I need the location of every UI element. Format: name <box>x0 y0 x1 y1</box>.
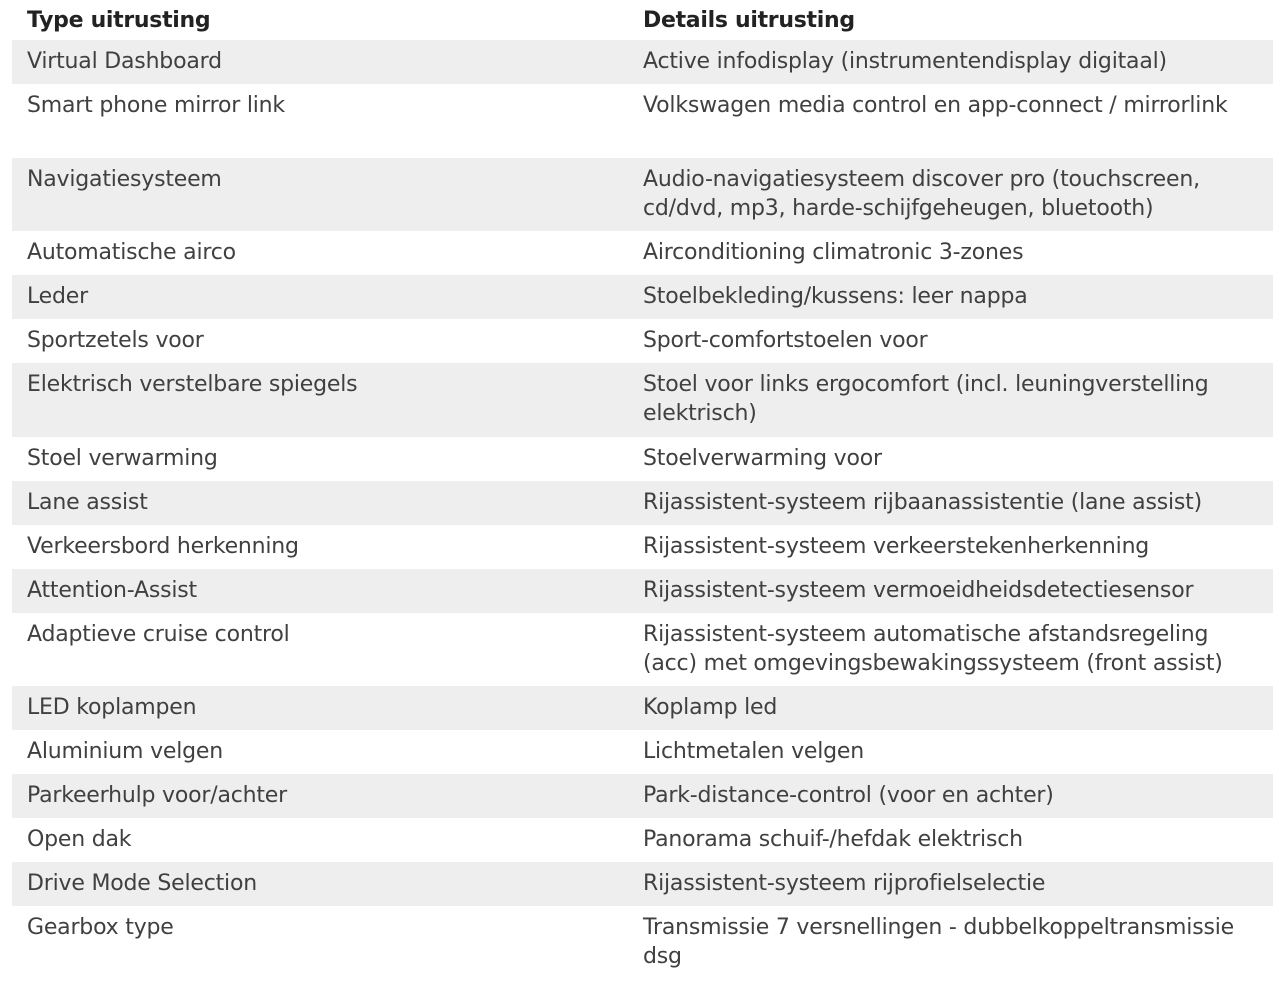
row-type: Gearbox type <box>27 915 174 940</box>
row-type: Elektrisch verstelbare spiegels <box>27 372 358 397</box>
table-row <box>12 862 1273 906</box>
row-type: Open dak <box>27 827 132 852</box>
table-header-row <box>12 0 1273 40</box>
row-details: Stoel voor links ergocomfort (incl. leuningverstelling elektrisch) <box>643 372 1209 426</box>
row-type: Drive Mode Selection <box>27 871 257 896</box>
row-type: Lane assist <box>27 489 148 515</box>
row-type: Parkeerhulp voor/achter <box>27 783 287 808</box>
row-type: Verkeersbord herkenning <box>27 533 299 559</box>
row-type: Virtual Dashboard <box>27 49 222 74</box>
table-row <box>12 818 1273 862</box>
row-details: Volkswagen media control en app-connect / mirrorlink <box>643 93 1228 118</box>
row-details: Rijassistent-systeem verkeerstekenherkenning <box>643 533 1150 559</box>
table-row <box>12 730 1273 774</box>
table-row <box>12 906 1273 980</box>
row-type: Leder <box>27 284 88 309</box>
row-type: Automatische airco <box>27 240 236 265</box>
row-type: Navigatiesysteem <box>27 166 222 192</box>
row-type: Stoel verwarming <box>27 445 218 471</box>
row-details: Rijassistent-systeem rijprofielselectie <box>643 871 1046 896</box>
table-row <box>12 686 1273 730</box>
table-row <box>12 613 1273 687</box>
row-details: Transmissie 7 versnellingen - dubbelkoppeltransmissie dsg <box>643 915 1234 969</box>
table-row <box>12 40 1273 84</box>
row-details: Rijassistent-systeem vermoeidheidsdetectiesensor <box>643 577 1194 603</box>
row-details: Stoelbekleding/kussens: leer nappa <box>643 284 1028 309</box>
table-row <box>12 481 1273 525</box>
row-details: Panorama schuif-/hefdak elektrisch <box>643 827 1023 852</box>
table-row <box>12 525 1273 569</box>
row-type: Attention-Assist <box>27 577 197 603</box>
table-row <box>12 774 1273 818</box>
row-details: Lichtmetalen velgen <box>643 739 865 764</box>
row-type: Adaptieve cruise control <box>27 621 290 647</box>
row-type: Smart phone mirror link <box>27 93 285 118</box>
table-row <box>12 231 1273 275</box>
table-row <box>12 569 1273 613</box>
table-row <box>12 363 1273 437</box>
table-row <box>12 437 1273 481</box>
row-details: Sport-comfortstoelen voor <box>643 328 928 353</box>
row-details: Stoelverwarming voor <box>643 445 882 471</box>
row-details: Koplamp led <box>643 695 778 720</box>
table-row <box>12 319 1273 363</box>
row-details: Audio-navigatiesysteem discover pro (touchscreen, cd/dvd, mp3, harde-schijfgeheugen, bluetooth) <box>643 166 1200 221</box>
row-details: Rijassistent-systeem automatische afstandsregeling (acc) met omgevingsbewakingssysteem (front assist) <box>643 621 1223 676</box>
table-row <box>12 158 1273 232</box>
row-details: Park-distance-control (voor en achter) <box>643 783 1054 808</box>
row-type: LED koplampen <box>27 695 197 720</box>
table-row <box>12 275 1273 319</box>
row-details: Rijassistent-systeem rijbaanassistentie (lane assist) <box>643 489 1202 515</box>
equipment-table <box>12 0 1273 980</box>
header-details: Details uitrusting <box>643 7 855 33</box>
row-details: Active infodisplay (instrumentendisplay digitaal) <box>643 49 1167 74</box>
row-type: Sportzetels voor <box>27 328 204 353</box>
header-type: Type uitrusting <box>27 7 211 33</box>
table-row <box>12 84 1273 158</box>
row-details: Airconditioning climatronic 3-zones <box>643 240 1024 265</box>
row-type: Aluminium velgen <box>27 739 223 764</box>
